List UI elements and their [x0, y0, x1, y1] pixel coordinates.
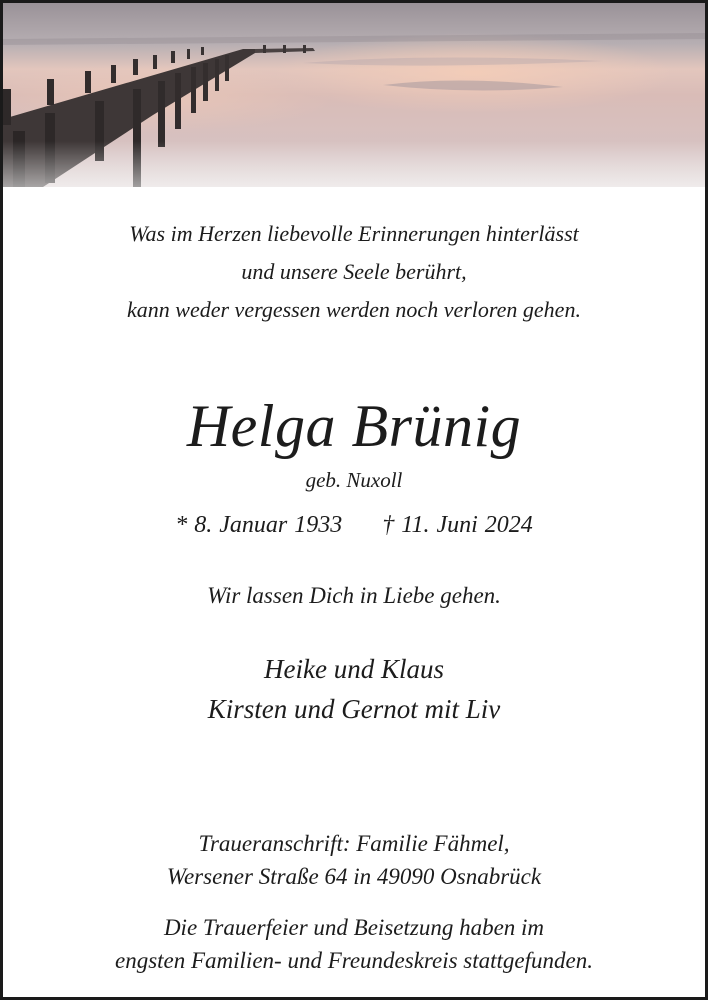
- poem: [3, 215, 705, 329]
- ceremony-line: engsten Familien- und Freundeskreis stattgefunden.: [114, 948, 593, 973]
- mourners: [3, 649, 705, 729]
- ceremony-line: Die Trauerfeier und Beisetzung haben im: [163, 915, 545, 940]
- farewell-line: Wir lassen Dich in Liebe gehen.: [207, 583, 501, 608]
- deceased-name: Helga Brünig: [186, 393, 522, 459]
- poem-line: Was im Herzen liebevolle Erinnerungen hinterlässt: [129, 221, 579, 246]
- mourner-line: Kirsten und Gernot mit Liv: [207, 694, 501, 724]
- poem-line: und unsere Seele berührt,: [241, 259, 467, 284]
- poem-line: kann weder vergessen werden noch verloren gehen.: [127, 297, 581, 322]
- address-line: Wersener Straße 64 in 49090 Osnabrück: [166, 864, 542, 889]
- mourning-address: [3, 827, 705, 893]
- ceremony-note: [3, 911, 705, 977]
- maiden-name: geb. Nuxoll: [305, 468, 403, 492]
- jetty-photo: [3, 3, 705, 187]
- life-dates: [3, 508, 705, 542]
- death-date: † 11. Juni 2024: [382, 512, 533, 538]
- address-line: Traueranschrift: Familie Fähmel,: [198, 831, 510, 856]
- birth-date: * 8. Januar 1933: [175, 512, 343, 538]
- mourner-line: Heike und Klaus: [264, 654, 444, 684]
